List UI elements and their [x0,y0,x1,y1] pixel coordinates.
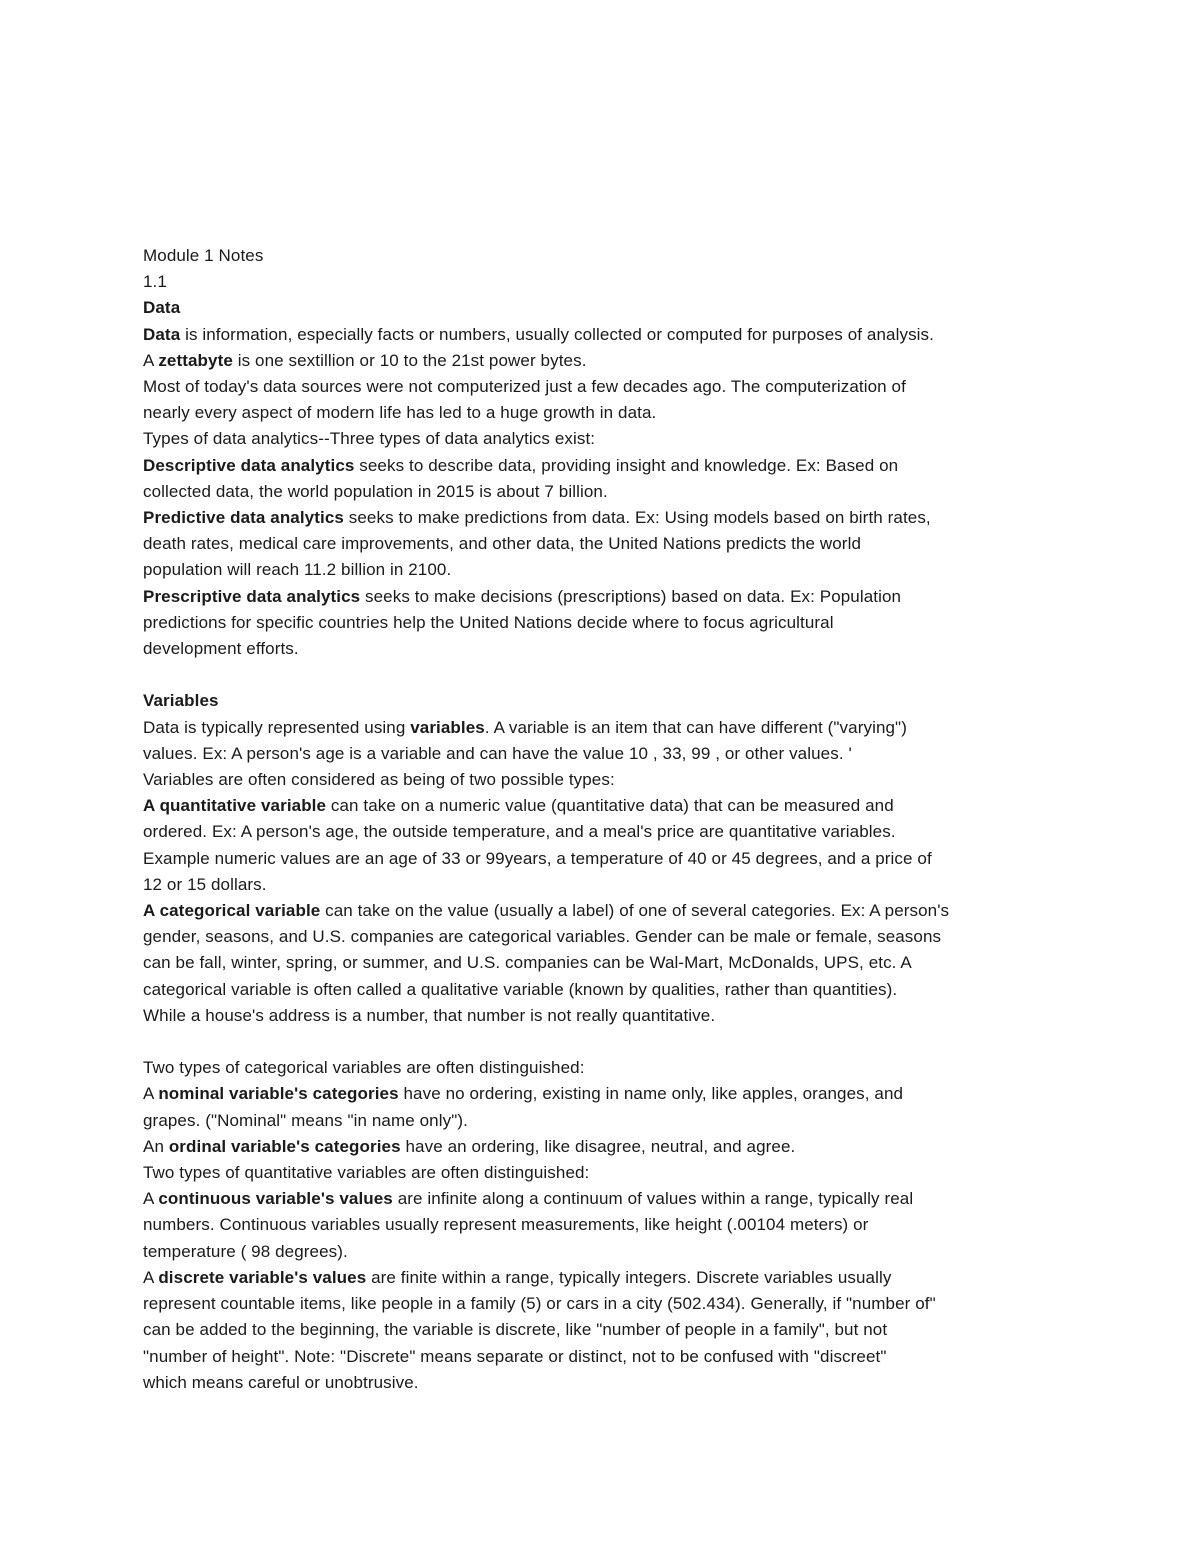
variables-definition-cont: values. Ex: A person's age is a variable and can have the value 10 , 33, 99 , or other values. ' [143,743,852,763]
categorical-types-intro: Two types of categorical variables are often distinguished: [143,1058,585,1078]
discrete-variable: A discrete variable's values are finite within a range, typically integers. Discrete variables usually [143,1267,892,1287]
document-title: Module 1 Notes [143,246,264,265]
categorical-variable-cont: While a house's address is a number, that number is not really quantitative. [143,1005,716,1025]
quantitative-variable-cont: 12 or 15 dollars. [143,874,267,894]
continuous-variable-cont: temperature ( 98 degrees). [143,1241,348,1261]
paragraph-gap [143,1029,1063,1055]
notes-body [143,243,1063,1396]
predictive-analytics: Predictive data analytics seeks to make predictions from data. Ex: Using models based on birth rates, [143,508,931,528]
discrete-variable-cont: which means careful or unobtrusive. [143,1372,419,1392]
quantitative-variable-cont: Example numeric values are an age of 33 or 99years, a temperature of 40 or 45 degrees, and a price of [143,848,932,868]
quantitative-variable: A quantitative variable can take on a numeric value (quantitative data) that can be measured and [143,796,894,816]
discrete-variable-cont: can be added to the beginning, the variable is discrete, like "number of people in a family", but not [143,1320,888,1340]
data-sources-line: Most of today's data sources were not computerized just a few decades ago. The computerization of [143,377,906,397]
paragraph-gap [143,662,1063,688]
prescriptive-analytics-cont: development efforts. [143,639,299,659]
section-heading-variables: Variables [143,691,219,711]
descriptive-analytics: Descriptive data analytics seeks to describe data, providing insight and knowledge. Ex: Based on [143,455,899,475]
variables-definition: Data is typically represented using variables. A variable is an item that can have different ("varying") [143,717,907,737]
continuous-variable: A continuous variable's values are infinite along a continuum of values within a range, typically real [143,1189,914,1209]
predictive-analytics-cont: population will reach 11.2 billion in 2100. [143,560,452,580]
discrete-variable-cont: "number of height". Note: "Discrete" means separate or distinct, not to be confused with "discreet" [143,1346,887,1366]
section-heading-data: Data [143,298,181,318]
nominal-variable-cont: grapes. ("Nominal" means "in name only"). [143,1110,468,1130]
zettabyte-definition: A zettabyte is one sextillion or 10 to the 21st power bytes. [143,350,587,370]
quantitative-types-intro: Two types of quantitative variables are often distinguished: [143,1163,590,1183]
section-number: 1.1 [143,272,167,292]
continuous-variable-cont: numbers. Continuous variables usually represent measurements, like height (.00104 meters) or [143,1215,869,1235]
quantitative-variable-cont: ordered. Ex: A person's age, the outside temperature, and a meal's price are quantitative variables. [143,822,896,842]
categorical-variable: A categorical variable can take on the value (usually a label) of one of several categories. Ex: A person's [143,901,950,921]
prescriptive-analytics-cont: predictions for specific countries help the United Nations decide where to focus agricultural [143,612,834,632]
analytics-types-intro: Types of data analytics--Three types of data analytics exist: [143,429,596,449]
data-sources-line: nearly every aspect of modern life has led to a huge growth in data. [143,403,657,423]
discrete-variable-cont: represent countable items, like people in a family (5) or cars in a city (502.434). Generally, if "number of" [143,1294,936,1314]
nominal-variable: A nominal variable's categories have no ordering, existing in name only, like apples, oranges, and [143,1084,904,1104]
prescriptive-analytics: Prescriptive data analytics seeks to make decisions (prescriptions) based on data. Ex: Population [143,586,902,606]
descriptive-analytics-cont: collected data, the world population in 2015 is about 7 billion. [143,481,608,501]
data-definition: Data is information, especially facts or numbers, usually collected or computed for purposes of analysis. [143,324,934,344]
categorical-variable-cont: gender, seasons, and U.S. companies are categorical variables. Gender can be male or female, seasons [143,927,942,947]
categorical-variable-cont: categorical variable is often called a qualitative variable (known by qualities, rather than quantities). [143,979,898,999]
variable-types-intro: Variables are often considered as being of two possible types: [143,770,615,790]
ordinal-variable: An ordinal variable's categories have an ordering, like disagree, neutral, and agree. [143,1136,796,1156]
predictive-analytics-cont: death rates, medical care improvements, and other data, the United Nations predicts the world [143,534,862,554]
categorical-variable-cont: can be fall, winter, spring, or summer, and U.S. companies can be Wal-Mart, McDonalds, UPS, etc. A [143,953,912,973]
